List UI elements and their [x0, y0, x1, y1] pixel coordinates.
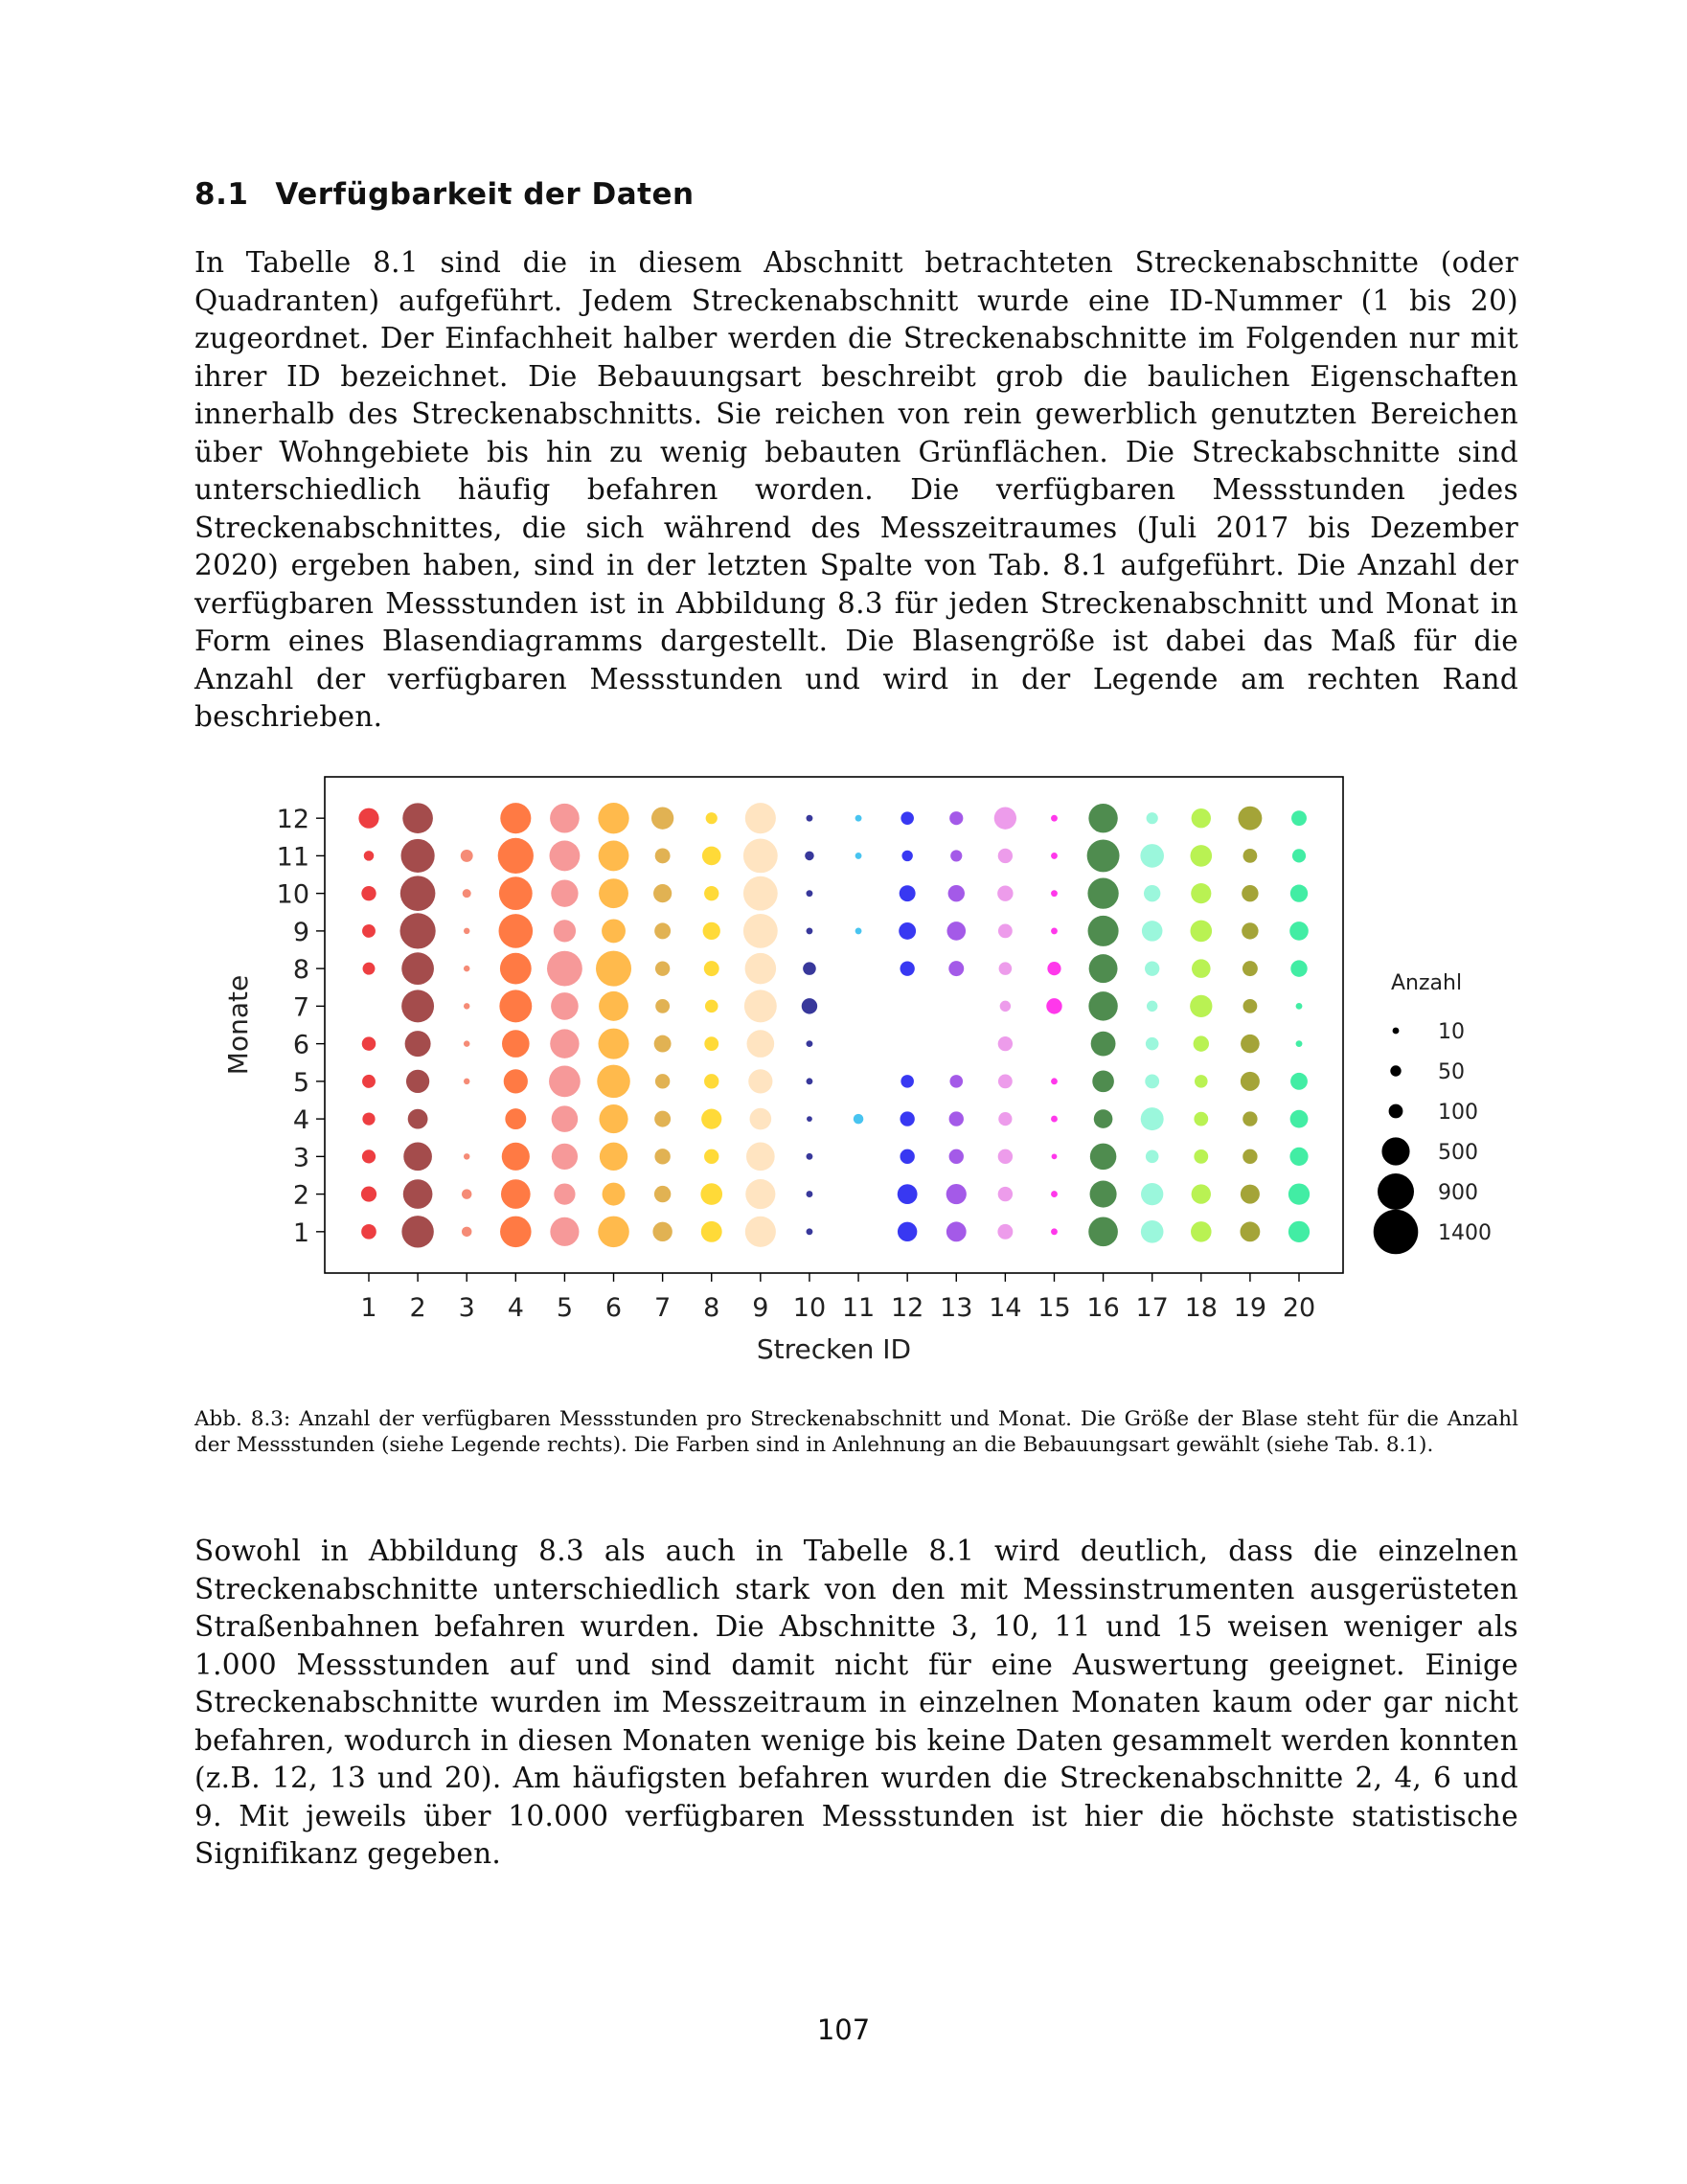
bubble-strecke-5-monat-6: [550, 1029, 579, 1058]
bubble-strecke-6-monat-2: [603, 1183, 626, 1206]
bubble-strecke-19-monat-5: [1241, 1072, 1260, 1091]
paragraph-intro: In Tabelle 8.1 sind die in diesem Abschnitt betrachteten Streckenabschnitte (oder Quadranten) aufgeführt. Jedem Streckenabschnitt wurde eine ID-Nummer (1 bis 20) zugeordnet. Der Einfachheit halber werden die Streckenabschnitte im Folgenden nur mit ihrer ID bezeichnet. Die Bebauungsart beschreibt grob die baulichen Eigenschaften innerhalb des Streckenabschnitts. Sie reichen von rein gewerblich genutzten Bereichen über Wohngebiete bis hin zu wenig bebauten Grünflächen. Die Streckabschnitte sind unterschiedlich häufig befahren worden. Die verfügbaren Messstunden jedes Streckenabschnittes, die sich während des Messzeitraumes (Juli 2017 bis Dezember 2020) ergeben haben, sind in der letzten Spalte von Tab. 8.1 aufgeführt. Die Anzahl der verfügbaren Messstunden ist in Abbildung 8.3 für jeden Streckenabschnitt und Monat in Form eines Blasendiagramms dargestellt. Die Blasengröße ist dabei das Maß für die Anzahl der verfügbaren Messstunden und wird in der Legende am rechten Rand beschrieben.: [194, 246, 1518, 733]
bubble-strecke-15-monat-2: [1051, 1191, 1058, 1197]
bubble-strecke-4-monat-9: [499, 914, 534, 948]
legend-label-10: 10: [1438, 1020, 1465, 1044]
bubble-strecke-7-monat-1: [652, 1222, 672, 1241]
bubble-strecke-2-monat-4: [408, 1109, 428, 1129]
bubble-strecke-1-monat-8: [363, 963, 376, 975]
bubble-strecke-15-monat-8: [1047, 962, 1060, 975]
bubble-strecke-7-monat-6: [654, 1035, 672, 1053]
bubble-strecke-14-monat-12: [994, 808, 1016, 830]
y-tick-label-11: 11: [276, 842, 309, 873]
bubble-strecke-4-monat-10: [499, 876, 533, 910]
x-tick-label-9: 9: [752, 1293, 769, 1323]
bubble-strecke-9-monat-12: [745, 803, 776, 833]
legend-bubble-900: [1378, 1173, 1414, 1210]
bubble-strecke-1-monat-11: [364, 851, 375, 861]
bubble-strecke-20-monat-1: [1288, 1221, 1310, 1242]
bubble-strecke-20-monat-6: [1296, 1040, 1303, 1047]
bubble-strecke-9-monat-2: [745, 1179, 775, 1209]
bubble-strecke-12-monat-2: [898, 1184, 918, 1204]
y-tick-label-6: 6: [292, 1030, 309, 1060]
bubble-strecke-16-monat-12: [1088, 804, 1117, 832]
bubble-strecke-10-monat-7: [802, 998, 817, 1013]
bubble-strecke-5-monat-1: [550, 1217, 579, 1246]
bubble-strecke-5-monat-5: [549, 1065, 581, 1097]
bubble-strecke-3-monat-5: [464, 1079, 469, 1084]
bubble-strecke-15-monat-10: [1051, 890, 1058, 897]
bubble-strecke-1-monat-4: [362, 1112, 375, 1125]
bubble-strecke-14-monat-2: [998, 1187, 1013, 1201]
bubble-strecke-18-monat-12: [1192, 808, 1211, 828]
bubble-strecke-10-monat-9: [807, 927, 813, 934]
bubble-strecke-14-monat-3: [998, 1149, 1013, 1164]
y-tick-label-12: 12: [276, 805, 309, 835]
bubble-strecke-4-monat-3: [502, 1143, 530, 1171]
bubble-strecke-3-monat-2: [462, 1189, 472, 1199]
bubble-strecke-7-monat-9: [654, 922, 671, 939]
bubble-strecke-14-monat-7: [1000, 1001, 1011, 1012]
bubble-strecke-18-monat-3: [1194, 1149, 1208, 1164]
y-tick-label-1: 1: [292, 1217, 309, 1248]
x-tick-label-7: 7: [654, 1293, 672, 1323]
bubble-strecke-9-monat-6: [747, 1030, 775, 1058]
bubble-strecke-6-monat-3: [600, 1143, 627, 1171]
y-tick-label-3: 3: [292, 1143, 309, 1173]
bubble-strecke-10-monat-11: [805, 852, 814, 861]
legend-bubble-50: [1390, 1065, 1401, 1076]
bubble-strecke-18-monat-2: [1192, 1184, 1211, 1203]
bubble-strecke-17-monat-4: [1141, 1107, 1164, 1130]
bubble-strecke-8-monat-6: [704, 1036, 718, 1051]
bubble-strecke-12-monat-9: [899, 922, 916, 940]
bubble-strecke-10-monat-10: [807, 890, 813, 897]
x-tick-label-2: 2: [409, 1293, 426, 1323]
bubble-strecke-4-monat-11: [498, 838, 534, 874]
bubble-strecke-6-monat-12: [598, 803, 628, 833]
bubble-strecke-5-monat-9: [554, 920, 576, 942]
legend-bubble-500: [1381, 1137, 1409, 1165]
bubble-strecke-10-monat-2: [807, 1191, 813, 1197]
bubble-strecke-17-monat-1: [1141, 1220, 1164, 1243]
bubble-strecke-7-monat-4: [654, 1111, 671, 1127]
bubble-strecke-20-monat-9: [1289, 921, 1309, 941]
bubble-strecke-5-monat-10: [551, 879, 578, 906]
bubble-strecke-6-monat-4: [599, 1104, 627, 1133]
bubble-strecke-13-monat-12: [949, 811, 963, 825]
x-tick-label-10: 10: [792, 1293, 827, 1323]
bubble-strecke-13-monat-8: [948, 961, 964, 976]
bubble-strecke-2-monat-1: [401, 1216, 433, 1247]
bubble-strecke-11-monat-11: [855, 853, 862, 859]
bubble-strecke-2-monat-2: [403, 1179, 433, 1209]
bubble-strecke-15-monat-1: [1051, 1228, 1058, 1235]
bubble-strecke-17-monat-6: [1146, 1037, 1159, 1051]
x-tick-label-4: 4: [507, 1293, 524, 1323]
bubble-strecke-8-monat-12: [706, 812, 718, 824]
x-tick-label-19: 19: [1233, 1293, 1267, 1323]
bubble-strecke-13-monat-10: [948, 885, 965, 901]
bubble-strecke-3-monat-10: [463, 889, 471, 898]
y-tick-label-7: 7: [292, 992, 309, 1023]
legend-title: Anzahl: [1391, 971, 1463, 995]
bubble-strecke-2-monat-9: [399, 913, 435, 948]
bubble-strecke-11-monat-9: [855, 927, 862, 934]
bubble-strecke-1-monat-6: [362, 1036, 376, 1051]
bubble-strecke-6-monat-11: [599, 840, 629, 871]
x-tick-label-5: 5: [556, 1293, 574, 1323]
bubble-strecke-12-monat-11: [901, 851, 912, 861]
bubble-strecke-15-monat-12: [1051, 815, 1058, 822]
x-tick-label-1: 1: [360, 1293, 377, 1323]
bubble-strecke-3-monat-6: [464, 1040, 469, 1046]
legend-bubble-1400: [1374, 1210, 1419, 1255]
bubble-strecke-17-monat-12: [1147, 812, 1158, 824]
bubble-strecke-19-monat-2: [1241, 1185, 1260, 1204]
x-tick-label-16: 16: [1086, 1293, 1120, 1323]
bubble-strecke-7-monat-10: [653, 884, 672, 902]
bubble-strecke-16-monat-1: [1088, 1217, 1118, 1247]
bubble-strecke-7-monat-7: [655, 999, 670, 1013]
x-tick-label-13: 13: [940, 1293, 973, 1323]
bubble-strecke-10-monat-3: [807, 1153, 813, 1160]
bubble-strecke-20-monat-11: [1292, 849, 1306, 862]
bubble-strecke-12-monat-5: [900, 1075, 914, 1088]
bubble-strecke-20-monat-2: [1288, 1183, 1310, 1204]
bubble-strecke-19-monat-9: [1242, 922, 1258, 939]
bubble-strecke-20-monat-4: [1290, 1110, 1309, 1128]
bubble-strecke-4-monat-12: [500, 803, 531, 833]
bubble-strecke-15-monat-11: [1051, 853, 1058, 859]
bubble-strecke-7-monat-11: [655, 848, 671, 863]
bubble-strecke-9-monat-11: [743, 839, 778, 874]
bubble-strecke-4-monat-4: [505, 1108, 526, 1129]
figure-caption: Abb. 8.3: Anzahl der verfügbaren Messstunden pro Streckenabschnitt und Monat. Die Größe der Blase steht für die Anzahl der Messstunden (siehe Legende rechts). Die Farben sind in Anlehnung an die Bebauungsart gewählt (siehe Tab. 8.1).: [194, 1407, 1518, 1457]
x-tick-label-14: 14: [989, 1293, 1022, 1323]
bubble-strecke-8-monat-9: [703, 922, 720, 940]
chart-legend: [1374, 971, 1492, 1254]
bubble-strecke-2-monat-10: [400, 876, 436, 911]
y-tick-label-8: 8: [292, 955, 309, 986]
bubble-strecke-18-monat-5: [1195, 1075, 1208, 1088]
bubble-strecke-2-monat-11: [401, 839, 435, 873]
bubble-strecke-15-monat-4: [1051, 1116, 1058, 1123]
y-tick-label-4: 4: [292, 1105, 309, 1136]
bubble-strecke-6-monat-8: [596, 951, 631, 987]
bubble-strecke-17-monat-7: [1147, 1001, 1157, 1012]
bubble-strecke-19-monat-1: [1240, 1221, 1260, 1241]
bubble-strecke-14-monat-11: [998, 849, 1013, 863]
bubble-strecke-3-monat-3: [464, 1153, 469, 1159]
x-tick-label-11: 11: [841, 1293, 876, 1323]
y-tick-label-9: 9: [292, 917, 309, 947]
bubble-strecke-3-monat-11: [461, 850, 473, 862]
bubble-strecke-18-monat-4: [1194, 1112, 1208, 1126]
bubble-strecke-9-monat-4: [750, 1108, 772, 1130]
plot-area: [222, 777, 1343, 1365]
bubble-strecke-2-monat-8: [401, 952, 434, 985]
section-title: Verfügbarkeit der Daten: [275, 177, 695, 212]
bubble-strecke-2-monat-5: [406, 1070, 429, 1093]
bubble-strecke-18-monat-10: [1191, 883, 1211, 903]
bubble-strecke-18-monat-1: [1191, 1221, 1212, 1242]
legend-label-50: 50: [1438, 1060, 1465, 1084]
bubble-strecke-18-monat-6: [1194, 1035, 1209, 1051]
legend-label-1400: 1400: [1438, 1221, 1492, 1245]
bubble-strecke-2-monat-3: [403, 1143, 432, 1172]
bubble-strecke-11-monat-4: [854, 1114, 864, 1125]
bubble-strecke-3-monat-1: [462, 1227, 472, 1238]
bubble-strecke-13-monat-4: [949, 1111, 964, 1126]
bubble-strecke-5-monat-4: [552, 1105, 579, 1132]
y-tick-label-2: 2: [292, 1180, 309, 1211]
bubble-strecke-12-monat-4: [900, 1111, 914, 1126]
y-axis-label: Monate: [222, 974, 254, 1076]
bubble-strecke-18-monat-11: [1190, 845, 1212, 867]
bubble-strecke-10-monat-5: [807, 1078, 813, 1084]
bubble-strecke-12-monat-1: [898, 1222, 917, 1241]
bubble-strecke-6-monat-1: [598, 1217, 629, 1248]
bubble-strecke-19-monat-3: [1242, 1149, 1257, 1164]
bubble-strecke-9-monat-1: [745, 1217, 776, 1247]
bubble-strecke-9-monat-10: [743, 876, 778, 911]
bubble-strecke-12-monat-3: [900, 1149, 914, 1164]
bubble-strecke-19-monat-12: [1238, 807, 1262, 830]
bubble-strecke-13-monat-11: [950, 850, 962, 861]
bubble-strecke-16-monat-10: [1087, 877, 1118, 908]
bubble-strecke-5-monat-7: [551, 992, 579, 1020]
bubble-strecke-16-monat-8: [1089, 954, 1118, 983]
bubble-strecke-17-monat-9: [1142, 921, 1163, 942]
bubble-strecke-8-monat-8: [704, 961, 719, 976]
bubble-strecke-8-monat-7: [705, 1000, 718, 1013]
x-tick-label-6: 6: [604, 1293, 623, 1323]
bubble-strecke-7-monat-2: [654, 1186, 671, 1202]
bubble-strecke-7-monat-5: [655, 1074, 670, 1088]
x-tick-label-17: 17: [1135, 1293, 1169, 1323]
bubble-strecke-1-monat-2: [361, 1187, 376, 1202]
bubble-strecke-16-monat-7: [1088, 991, 1117, 1020]
bubble-strecke-14-monat-6: [998, 1036, 1013, 1051]
bubble-strecke-17-monat-5: [1145, 1074, 1159, 1088]
x-axis-label: Strecken ID: [756, 1333, 912, 1365]
bubble-strecke-5-monat-8: [547, 951, 582, 987]
bubble-strecke-6-monat-9: [602, 919, 626, 943]
bubble-strecke-16-monat-5: [1092, 1071, 1114, 1093]
bubble-strecke-8-monat-11: [702, 847, 721, 866]
bubble-strecke-14-monat-1: [997, 1224, 1013, 1240]
bubble-strecke-4-monat-8: [500, 953, 532, 985]
bubble-strecke-17-monat-11: [1140, 844, 1164, 868]
bubble-strecke-16-monat-9: [1088, 916, 1119, 946]
bubble-strecke-1-monat-10: [361, 886, 376, 900]
paragraph-discussion: Sowohl in Abbildung 8.3 als auch in Tabelle 8.1 wird deutlich, dass die einzelnen Streckenabschnitte unterschiedlich stark von den mit Messinstrumenten ausgerüsteten Straßenbahnen befahren wurden. Die Abschnitte 3, 10, 11 und 15 weisen weniger als 1.000 Messstunden auf und sind damit nicht für eine Auswertung geeignet. Einige Streckenabschnitte wurden im Messzeitraum in einzelnen Monaten kaum oder gar nicht befahren, wodurch in diesen Monaten wenige bis keine Daten gesammelt werden konnten (z.B. 12, 13 und 20). Am häufigsten befahren wurden die Streckenabschnitte 2, 4, 6 und 9. Mit jeweils über 10.000 verfügbaren Messstunden ist hier die höchste statistische Signifikanz gegeben.: [194, 1535, 1518, 1870]
bubble-strecke-10-monat-12: [807, 815, 813, 822]
bubble-strecke-16-monat-2: [1090, 1181, 1117, 1208]
bubble-strecke-3-monat-7: [464, 1003, 469, 1009]
bubble-strecke-19-monat-11: [1242, 849, 1257, 863]
legend-bubble-100: [1389, 1104, 1403, 1119]
bubble-strecke-4-monat-1: [500, 1217, 532, 1248]
bubble-strecke-11-monat-12: [855, 815, 862, 822]
bubble-strecke-4-monat-2: [501, 1179, 531, 1209]
bubble-strecke-9-monat-5: [748, 1069, 772, 1093]
bubble-strecke-8-monat-4: [701, 1109, 721, 1129]
bubble-strecke-5-monat-12: [550, 804, 580, 833]
bubble-strecke-15-monat-7: [1046, 998, 1061, 1013]
bubble-strecke-13-monat-9: [946, 921, 966, 941]
bubble-strecke-3-monat-8: [464, 966, 469, 971]
bubble-strecke-8-monat-10: [704, 886, 718, 900]
bubble-strecke-20-monat-3: [1289, 1148, 1308, 1166]
bubble-strecke-19-monat-6: [1241, 1035, 1260, 1054]
bubble-strecke-3-monat-9: [464, 928, 469, 934]
bubble-strecke-12-monat-12: [900, 811, 914, 825]
bubble-strecke-19-monat-7: [1242, 999, 1257, 1013]
x-tick-label-20: 20: [1282, 1293, 1316, 1323]
bubble-strecke-20-monat-8: [1290, 960, 1307, 976]
bubble-strecke-20-monat-10: [1290, 884, 1308, 901]
bubble-strecke-13-monat-5: [949, 1075, 963, 1088]
section-number: 8.1: [194, 177, 249, 212]
page-number: 107: [816, 2013, 871, 2046]
bubble-strecke-19-monat-8: [1242, 961, 1258, 976]
bubble-strecke-19-monat-10: [1242, 885, 1258, 901]
bubble-strecke-1-monat-1: [361, 1224, 376, 1240]
bubble-strecke-16-monat-6: [1091, 1032, 1116, 1057]
bubble-strecke-15-monat-9: [1051, 927, 1058, 934]
bubble-strecke-20-monat-7: [1296, 1003, 1303, 1010]
bubble-strecke-6-monat-6: [598, 1029, 628, 1059]
bubble-strecke-9-monat-9: [743, 914, 778, 948]
axes-frame: [325, 777, 1343, 1273]
bubble-strecke-18-monat-9: [1190, 921, 1212, 943]
bubble-strecke-8-monat-2: [700, 1183, 722, 1205]
bubble-strecke-14-monat-5: [998, 1074, 1013, 1088]
legend-label-100: 100: [1438, 1101, 1478, 1125]
bubble-strecke-5-monat-11: [549, 840, 580, 871]
bubble-strecke-10-monat-1: [807, 1228, 813, 1235]
bubble-strecke-5-monat-2: [554, 1183, 575, 1204]
bubble-strecke-12-monat-10: [900, 885, 916, 901]
bubble-strecke-20-monat-12: [1291, 810, 1307, 826]
x-tick-label-18: 18: [1184, 1293, 1218, 1323]
bubble-strecke-2-monat-7: [401, 990, 434, 1022]
bubble-strecke-9-monat-3: [746, 1143, 775, 1172]
bubble-strecke-8-monat-3: [704, 1149, 718, 1164]
bubble-strecke-17-monat-3: [1146, 1150, 1159, 1164]
bubble-strecke-19-monat-4: [1242, 1111, 1257, 1126]
bubble-strecke-1-monat-5: [362, 1075, 376, 1088]
legend-label-900: 900: [1438, 1181, 1478, 1205]
bubble-strecke-14-monat-10: [997, 885, 1013, 900]
bubble-strecke-7-monat-3: [654, 1149, 670, 1164]
bubble-strecke-15-monat-3: [1052, 1153, 1058, 1159]
y-tick-label-10: 10: [276, 879, 309, 910]
bubble-strecke-6-monat-10: [599, 878, 628, 908]
bubble-strecke-5-monat-3: [552, 1144, 578, 1170]
bubble-strecke-10-monat-8: [803, 962, 816, 975]
legend-bubble-10: [1393, 1028, 1400, 1035]
bubble-strecke-4-monat-7: [499, 990, 532, 1022]
x-tick-label-12: 12: [890, 1293, 924, 1323]
bubble-strecke-18-monat-8: [1192, 959, 1211, 978]
bubble-strecke-8-monat-1: [701, 1221, 722, 1242]
bubble-strecke-16-monat-11: [1087, 839, 1120, 872]
bubble-strecke-14-monat-4: [998, 1112, 1012, 1126]
y-tick-label-5: 5: [292, 1067, 309, 1098]
bubble-strecke-17-monat-10: [1144, 885, 1160, 901]
bubble-strecke-6-monat-7: [599, 991, 628, 1021]
bubble-strecke-14-monat-8: [999, 962, 1013, 975]
x-tick-label-15: 15: [1037, 1293, 1071, 1323]
bubble-strecke-9-monat-8: [745, 953, 777, 985]
bubble-strecke-10-monat-4: [807, 1116, 812, 1122]
bubble-strecke-4-monat-6: [502, 1030, 530, 1058]
legend-label-500: 500: [1438, 1141, 1478, 1165]
x-tick-label-3: 3: [458, 1293, 475, 1323]
bubble-strecke-1-monat-12: [358, 808, 378, 829]
bubble-strecke-18-monat-7: [1190, 995, 1212, 1017]
bubble-strecke-10-monat-6: [807, 1040, 813, 1047]
bubble-strecke-2-monat-12: [402, 803, 433, 833]
bubble-strecke-12-monat-8: [900, 961, 914, 975]
bubble-strecke-17-monat-8: [1145, 961, 1159, 975]
bubble-strecke-9-monat-7: [744, 990, 777, 1022]
bubble-strecke-20-monat-5: [1290, 1073, 1308, 1090]
x-tick-label-8: 8: [703, 1293, 720, 1323]
bubble-strecke-17-monat-2: [1141, 1183, 1163, 1205]
bubble-strecke-2-monat-6: [405, 1031, 431, 1057]
bubble-strecke-8-monat-5: [704, 1074, 718, 1088]
bubble-strecke-7-monat-12: [651, 808, 673, 830]
bubble-strecke-13-monat-2: [946, 1184, 967, 1204]
bubble-strecke-15-monat-5: [1051, 1078, 1058, 1084]
bubble-strecke-6-monat-5: [597, 1065, 630, 1099]
bubble-strecke-7-monat-8: [655, 961, 670, 975]
bubble-strecke-13-monat-3: [949, 1149, 964, 1164]
bubble-strecke-1-monat-3: [362, 1149, 376, 1163]
bubble-strecke-4-monat-5: [504, 1069, 528, 1093]
bubble-strecke-14-monat-9: [998, 923, 1013, 938]
bubble-strecke-16-monat-4: [1094, 1109, 1113, 1128]
bubble-strecke-16-monat-3: [1090, 1144, 1117, 1171]
bubble-strecke-1-monat-9: [362, 924, 376, 938]
bubble-strecke-13-monat-1: [946, 1221, 967, 1241]
